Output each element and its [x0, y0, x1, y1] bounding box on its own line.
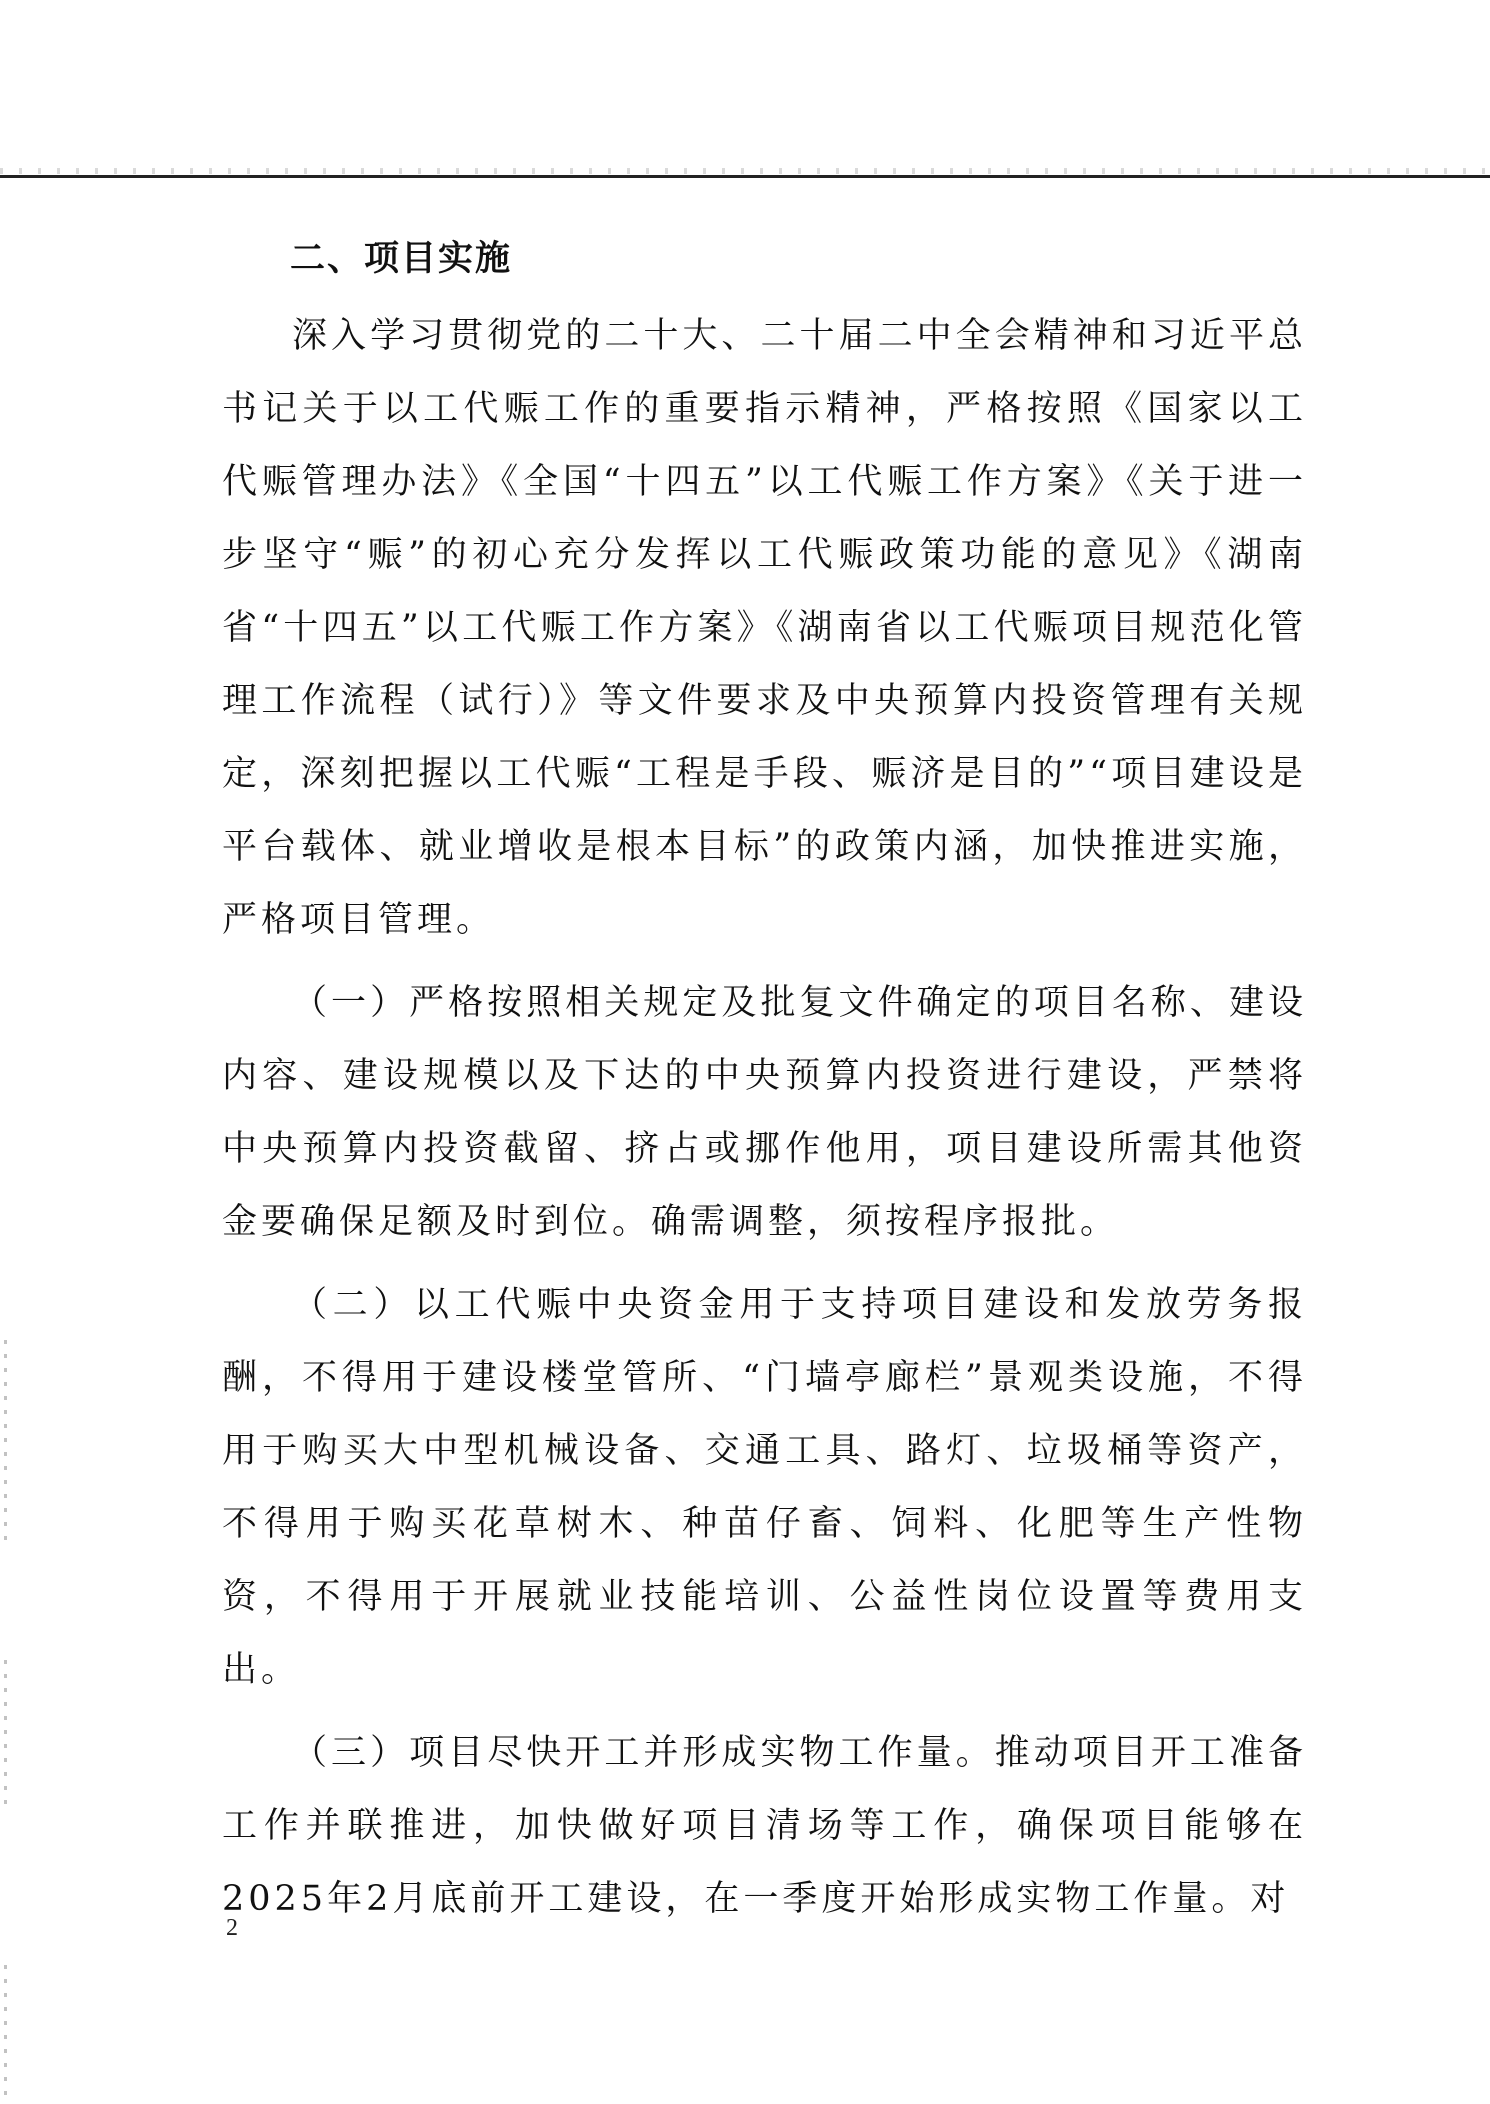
- paragraph-intro: 深入学习贯彻党的二十大、二十届二中全会精神和习近平总书记关于以工代赈工作的重要指示精神，严格按照《国家以工代赈管理办法》《全国“十四五”以工代赈工作方案》《关于进一步坚守“赈”的初心充分发挥以工代赈政策功能的意见》《湖南省“十四五”以工代赈工作方案》《湖南省以工代赈项目规范化管理工作流程（试行）》等文件要求及中央预算内投资管理有关规定，深刻把握以工代赈“工程是手段、赈济是目的”“项目建设是平台载体、就业增收是根本目标”的政策内涵，加快推进实施，严格项目管理。: [222, 316, 1307, 940]
- document-body: [222, 228, 1307, 1946]
- paragraph-item-2: （二）以工代赈中央资金用于支持项目建设和发放劳务报酬，不得用于建设楼堂管所、“门墙亭廊栏”景观类设施，不得用于购买大中型机械设备、交通工具、路灯、垃圾桶等资产，不得用于购买花草树木、种苗仔畜、饲料、化肥等生产性物资，不得用于开展就业技能培训、公益性岗位设置等费用支出。: [222, 1285, 1307, 1690]
- page-number: 2: [226, 1915, 238, 1941]
- section-heading: 二、项目实施: [290, 239, 513, 279]
- header-rule: [0, 175, 1490, 178]
- paragraph-item-3: （三）项目尽快开工并形成实物工作量。推动项目开工准备工作并联推进，加快做好项目清场等工作，确保项目能够在2025年2月底前开工建设，在一季度开始形成实物工作量。对: [222, 1733, 1307, 1919]
- header-rule-speckle: [0, 168, 1490, 174]
- scan-margin-specks: [4, 1340, 7, 1550]
- scan-margin-specks: [4, 1965, 7, 2095]
- paragraph-item-1: （一）严格按照相关规定及批复文件确定的项目名称、建设内容、建设规模以及下达的中央预算内投资进行建设，严禁将中央预算内投资截留、挤占或挪作他用，项目建设所需其他资金要确保足额及时到位。确需调整，须按程序报批。: [222, 983, 1307, 1242]
- scan-margin-specks: [4, 1660, 7, 1810]
